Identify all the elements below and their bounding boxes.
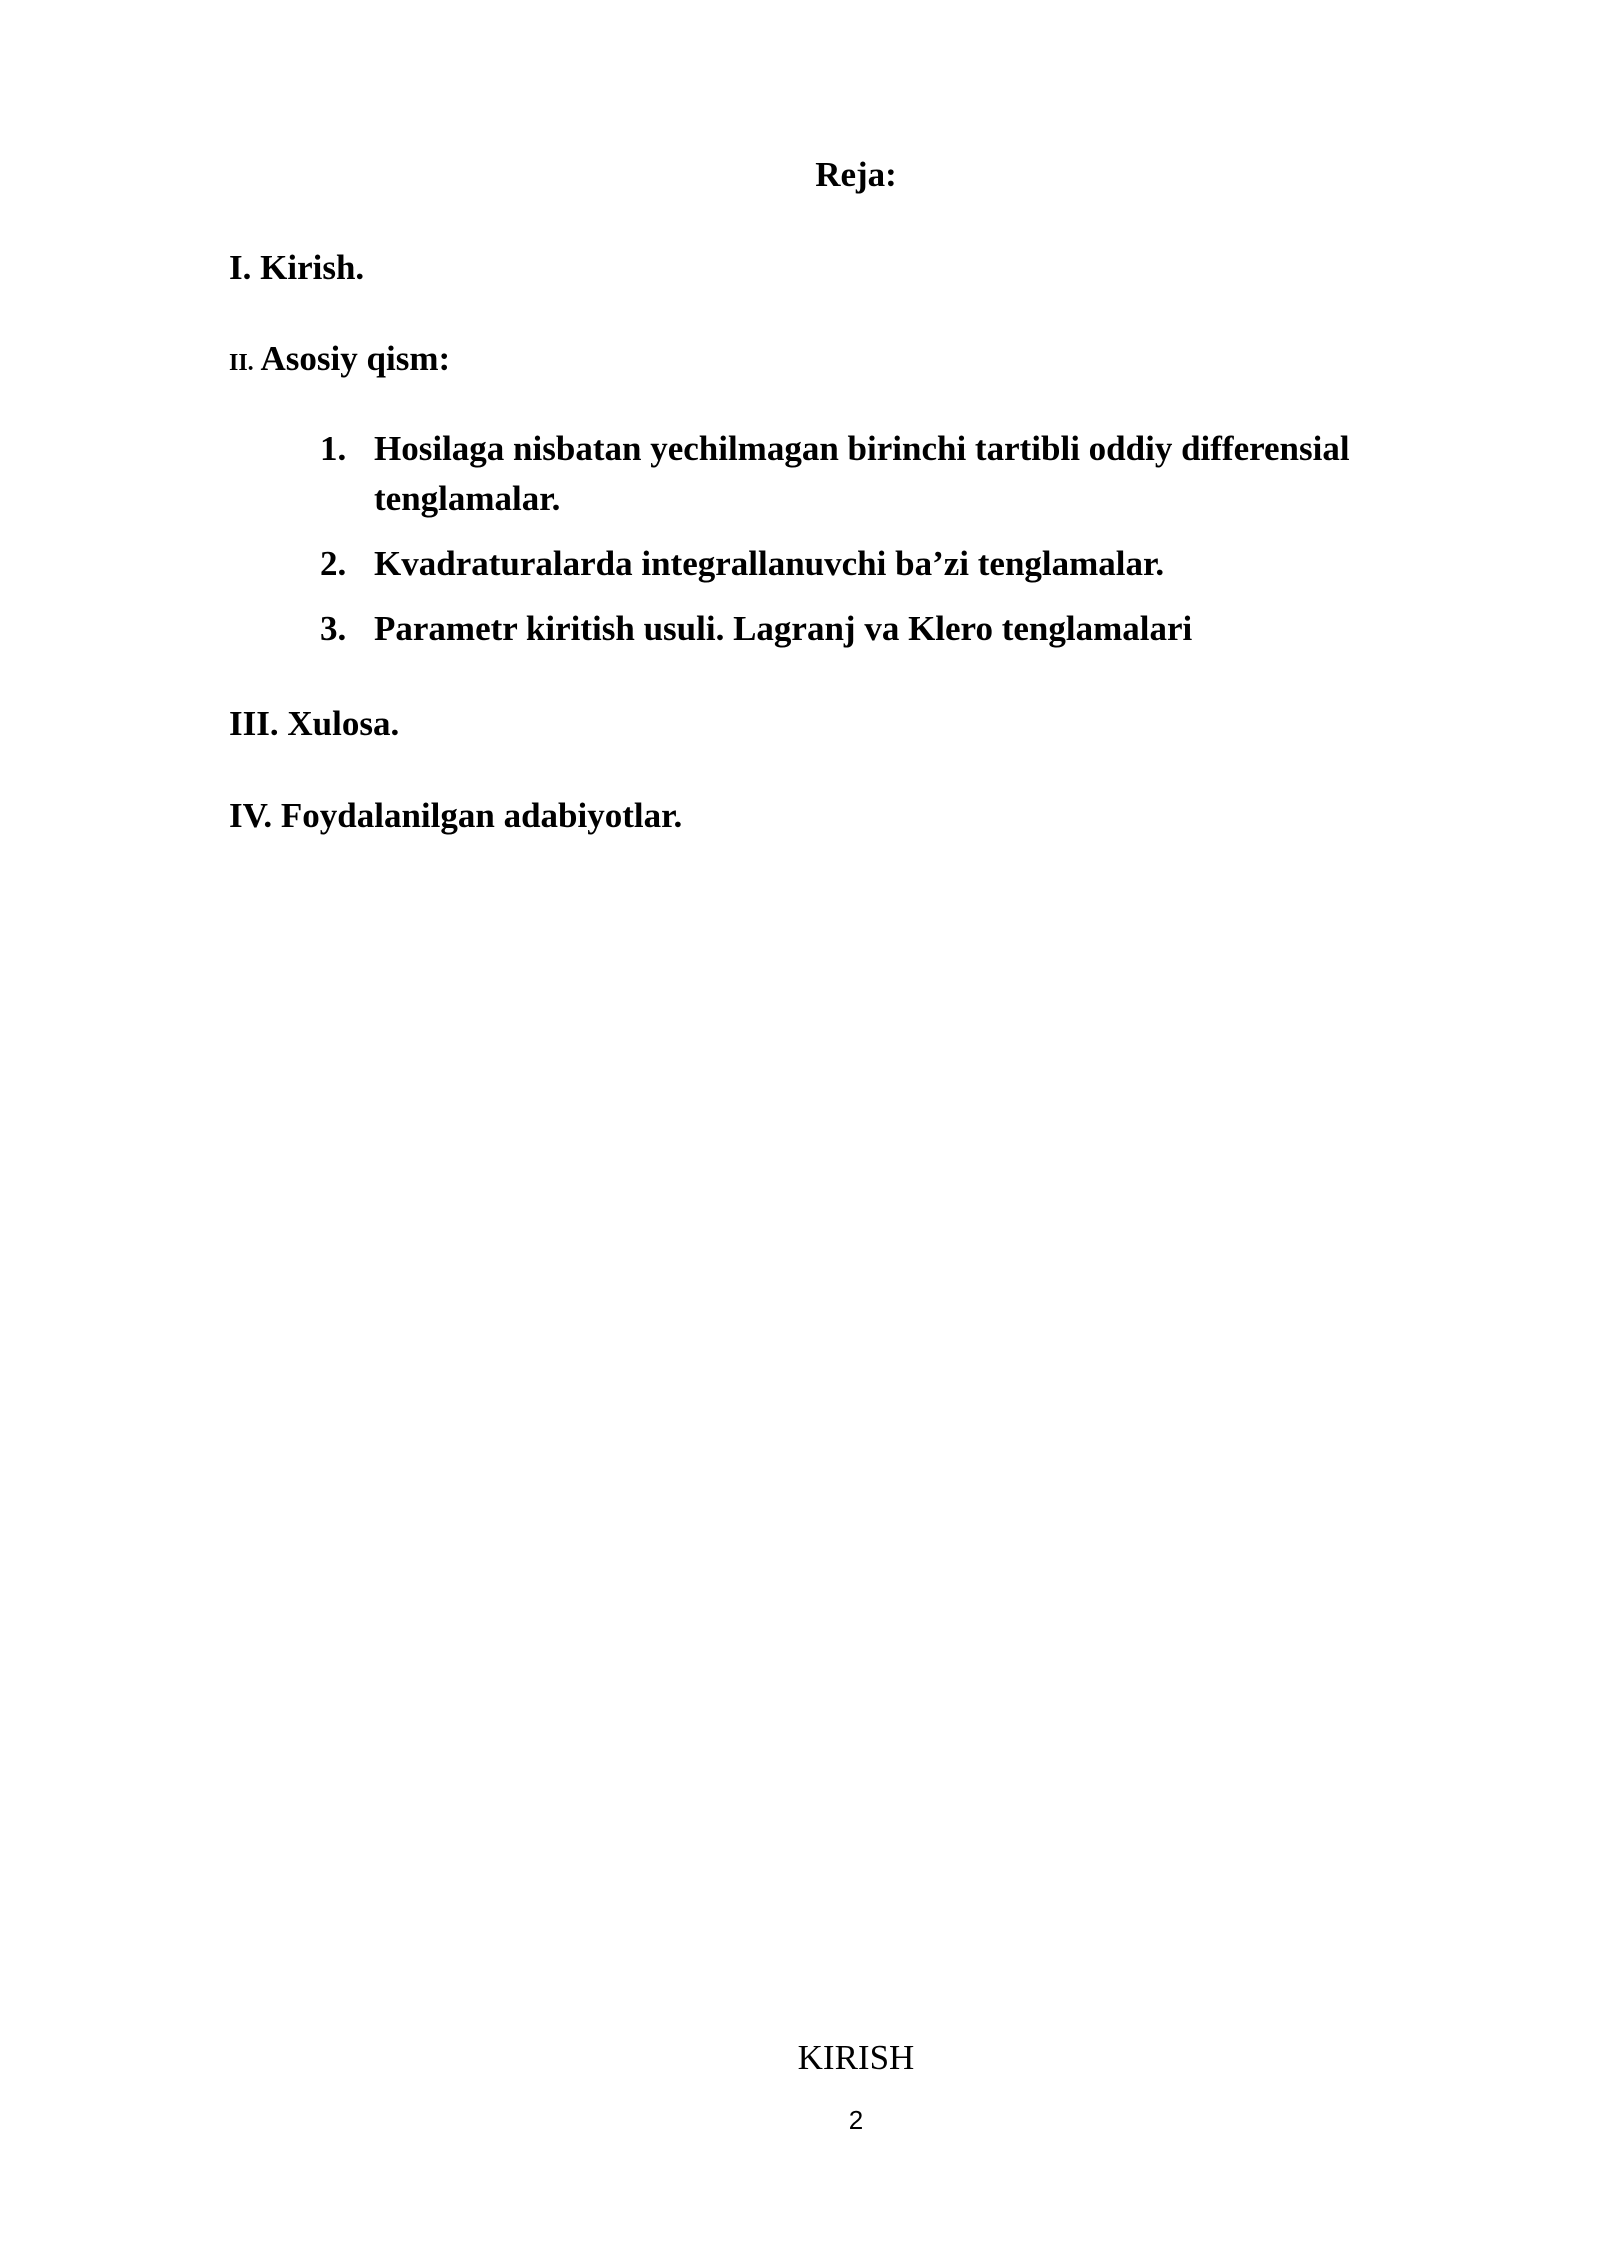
plan-item-numeral: III. bbox=[229, 704, 279, 743]
plan-sublist bbox=[320, 424, 1440, 669]
sublist-item bbox=[320, 604, 1440, 654]
sublist-item-text: Parametr kiritish usuli. Lagranj va Klero tenglamalari bbox=[374, 609, 1193, 648]
plan-item-adabiyotlar bbox=[229, 791, 682, 841]
page-number: 2 bbox=[848, 2105, 864, 2135]
plan-item-label: Kirish. bbox=[260, 248, 365, 287]
plan-item-label: Xulosa. bbox=[287, 704, 400, 743]
plan-item-asosiy-qism bbox=[229, 334, 450, 388]
plan-item-numeral: II. bbox=[229, 350, 254, 376]
plan-item-label: Foydalanilgan adabiyotlar. bbox=[280, 796, 683, 835]
plan-item-kirish bbox=[229, 243, 364, 293]
sublist-item-marker: 1. bbox=[320, 429, 347, 468]
plan-item-numeral: I. bbox=[229, 248, 252, 287]
sublist-item-marker: 2. bbox=[320, 544, 347, 583]
sublist-item bbox=[320, 539, 1440, 589]
sublist-item-text: Kvadraturalarda integrallanuvchi ba’zi tenglamalar. bbox=[374, 544, 1165, 583]
plan-title: Reja: bbox=[815, 155, 897, 194]
sublist-item bbox=[320, 424, 1440, 524]
plan-item-label: Asosiy qism: bbox=[260, 339, 451, 378]
plan-item-numeral: IV. bbox=[229, 796, 273, 835]
sublist-item-marker: 3. bbox=[320, 609, 347, 648]
plan-item-xulosa bbox=[229, 699, 399, 749]
section-heading-kirish: KIRISH bbox=[797, 2038, 915, 2077]
sublist-item-text: Hosilaga nisbatan yechilmagan birinchi tartibli oddiy differensial tenglamalar. bbox=[374, 429, 1350, 518]
